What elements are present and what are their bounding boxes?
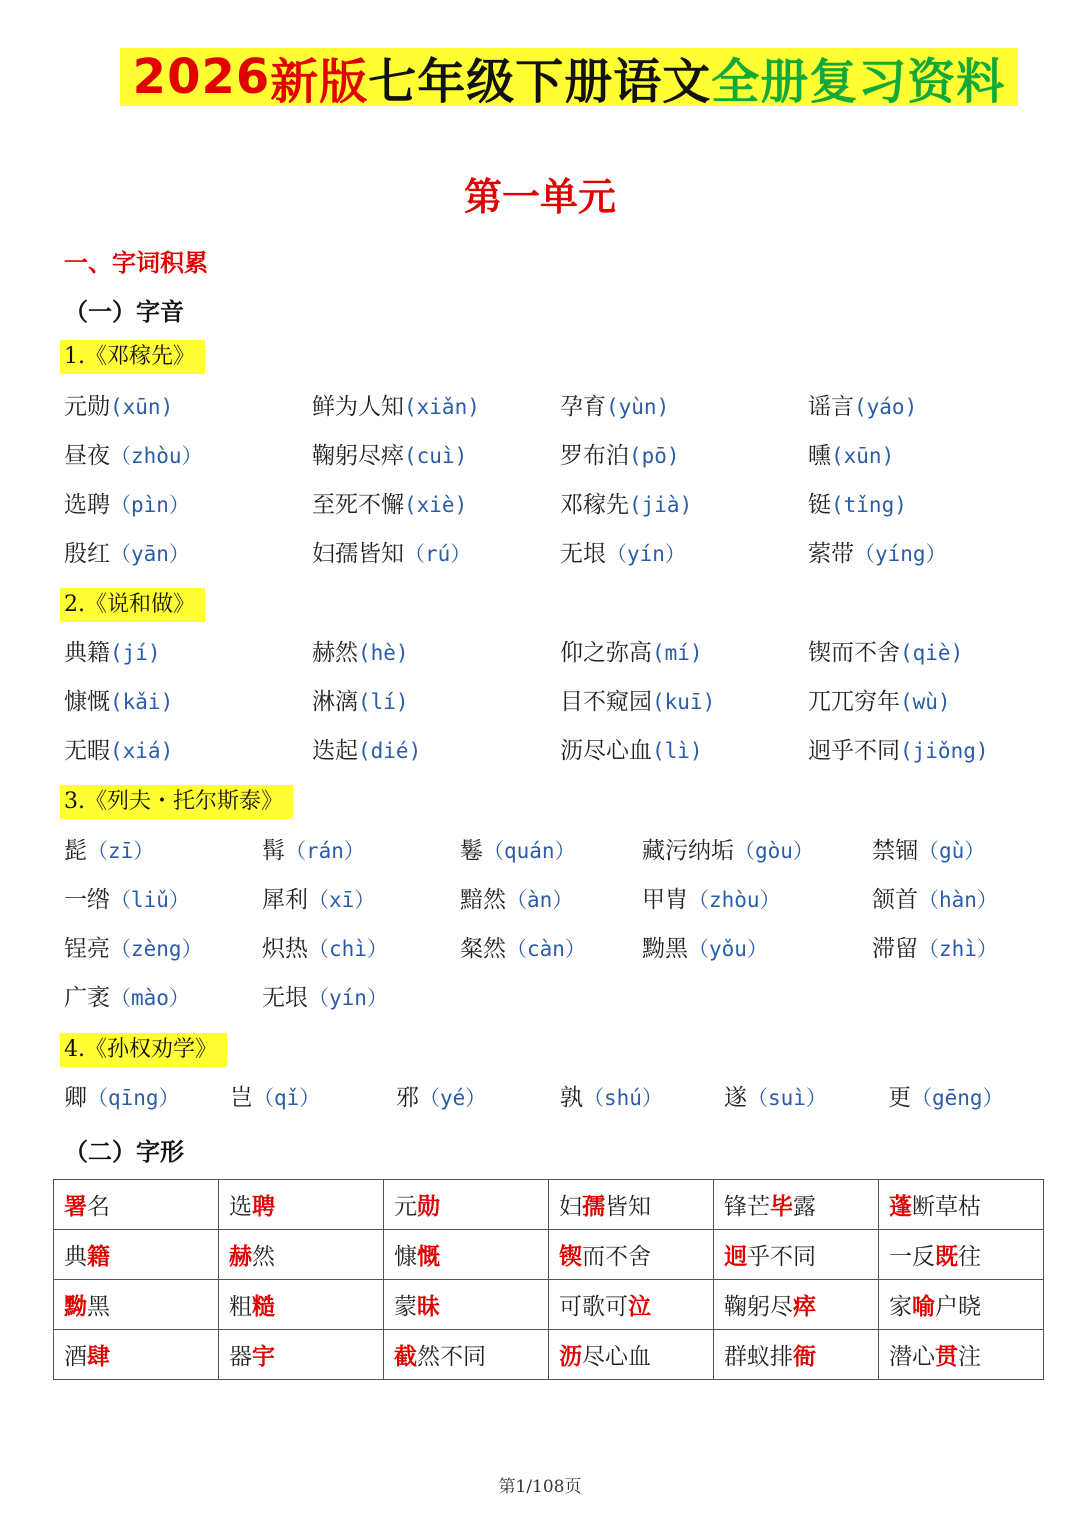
pronunciation-entry: 妇孺皆知（rú）: [312, 541, 472, 567]
pronunciation-entry: 铤(tǐng): [808, 492, 907, 518]
pronunciation-entry: 鬈（quán）: [460, 838, 576, 864]
table-row: [54, 1230, 1044, 1280]
pronunciation-entry: 鲜为人知(xiǎn): [312, 394, 480, 420]
pronunciation-entry: 无垠（yín）: [560, 541, 686, 567]
pronunciation-entry: 炽热（chì）: [262, 936, 388, 962]
table-cell: 截然不同: [384, 1330, 549, 1380]
table-cell: 沥尽心血: [549, 1330, 714, 1380]
document-title: [120, 48, 1018, 110]
table-cell: 迥乎不同: [714, 1230, 879, 1280]
table-cell: 群蚁排衙: [714, 1330, 879, 1380]
pronunciation-entry: 孕育(yùn): [560, 394, 670, 420]
table-row: [54, 1280, 1044, 1330]
subheading-pronunciation: （一）字音: [64, 297, 184, 326]
table-cell: 锲而不舍: [549, 1230, 714, 1280]
table-row: [54, 1180, 1044, 1230]
pronunciation-entry: 迭起(dié): [312, 738, 422, 764]
pronunciation-entry: 髯（rán）: [262, 838, 365, 864]
pronunciation-entry: 至死不懈(xiè): [312, 492, 468, 518]
pronunciation-entry: 仰之弥高(mí): [560, 640, 703, 666]
pronunciation-entry: 遂（suì）: [724, 1085, 827, 1111]
table-cell: 一反既往: [879, 1230, 1044, 1280]
table-cell: 元勋: [384, 1180, 549, 1230]
pronunciation-entry: 萦带（yíng）: [808, 541, 947, 567]
pronunciation-entry: 滞留（zhì）: [872, 936, 998, 962]
section-heading-vocabulary: 一、字词积累: [64, 248, 208, 277]
table-cell: 典籍: [54, 1230, 219, 1280]
title-review: 全册复习资料: [711, 53, 1006, 110]
table-cell: 粗糙: [219, 1280, 384, 1330]
pronunciation-entry: 一绺（liǔ）: [64, 887, 190, 913]
pronunciation-entry: 颔首（hàn）: [872, 887, 998, 913]
pronunciation-entry: 甲胄（zhòu）: [642, 887, 781, 913]
pronunciation-entry: 邪（yé）: [396, 1085, 487, 1111]
pronunciation-entry: 黝黑（yǒu）: [642, 936, 768, 962]
pronunciation-entry: 兀兀穷年(wù): [808, 689, 951, 715]
pronunciation-entry: 粲然（càn）: [460, 936, 586, 962]
pronunciation-entry: 选聘（pìn）: [64, 492, 190, 518]
pronunciation-entry: 曛(xūn): [808, 443, 895, 469]
pronunciation-entry: 目不窥园(kuī): [560, 689, 716, 715]
pronunciation-entry: 卿（qīng）: [64, 1085, 180, 1111]
pronunciation-entry: 锲而不舍(qiè): [808, 640, 964, 666]
table-cell: 家喻户晓: [879, 1280, 1044, 1330]
title-new: 新版: [270, 53, 369, 110]
table-cell: 器宇: [219, 1330, 384, 1380]
pronunciation-entry: 岂（qǐ）: [230, 1085, 321, 1111]
pronunciation-entry: 迥乎不同(jiǒng): [808, 738, 989, 764]
pronunciation-entry: 慷慨(kǎi): [64, 689, 174, 715]
table-cell: 选聘: [219, 1180, 384, 1230]
table-cell: 蒙昧: [384, 1280, 549, 1330]
table-cell: 蓬断草枯: [879, 1180, 1044, 1230]
pronunciation-entry: 黯然（àn）: [460, 887, 574, 913]
table-cell: 黝黑: [54, 1280, 219, 1330]
pronunciation-entry: 罗布泊(pō): [560, 443, 680, 469]
pronunciation-entry: 锃亮（zèng）: [64, 936, 203, 962]
lesson-heading-4: 4.《孙权劝学》: [60, 1033, 227, 1067]
pronunciation-entry: 犀利（xī）: [262, 887, 376, 913]
pronunciation-entry: 髭（zī）: [64, 838, 155, 864]
pronunciation-entry: 鞠躬尽瘁(cuì): [312, 443, 468, 469]
table-cell: 慷慨: [384, 1230, 549, 1280]
pronunciation-entry: 无暇(xiá): [64, 738, 174, 764]
pronunciation-entry: 赫然(hè): [312, 640, 409, 666]
pronunciation-entry: 典籍(jí): [64, 640, 161, 666]
pronunciation-entry: 孰（shú）: [560, 1085, 663, 1111]
pronunciation-entry: 谣言(yáo): [808, 394, 918, 420]
pronunciation-entry: 更（gēng）: [888, 1085, 1004, 1111]
title-grade: 七年级下册语文: [368, 53, 712, 110]
lesson-heading-1: 1.《邓稼先》: [60, 340, 205, 374]
table-cell: 署名: [54, 1180, 219, 1230]
unit-title: 第一单元: [463, 174, 616, 219]
table-row: [54, 1330, 1044, 1380]
table-cell: 妇孺皆知: [549, 1180, 714, 1230]
pronunciation-entry: 邓稼先(jià): [560, 492, 693, 518]
pronunciation-entry: 无垠（yín）: [262, 985, 388, 1011]
table-cell: 可歌可泣: [549, 1280, 714, 1330]
pronunciation-entry: 昼夜（zhòu）: [64, 443, 203, 469]
page-number: 第1/108页: [498, 1477, 582, 1497]
table-cell: 赫然: [219, 1230, 384, 1280]
subheading-character-form: （二）字形: [64, 1137, 184, 1166]
pronunciation-entry: 淋漓(lí): [312, 689, 409, 715]
lesson-heading-2: 2.《说和做》: [60, 588, 205, 622]
lesson-heading-3: 3.《列夫・托尔斯泰》: [60, 785, 293, 819]
pronunciation-entry: 禁锢（gù）: [872, 838, 986, 864]
table-cell: 潜心贯注: [879, 1330, 1044, 1380]
pronunciation-entry: 殷红（yān）: [64, 541, 190, 567]
table-cell: 鞠躬尽瘁: [714, 1280, 879, 1330]
title-year: 2026: [132, 49, 271, 105]
pronunciation-entry: 元勋(xūn): [64, 394, 174, 420]
pronunciation-entry: 藏污纳垢（gòu）: [642, 838, 814, 864]
pronunciation-entry: 沥尽心血(lì): [560, 738, 703, 764]
table-cell: 酒肆: [54, 1330, 219, 1380]
table-cell: 锋芒毕露: [714, 1180, 879, 1230]
pronunciation-entry: 广袤（mào）: [64, 985, 190, 1011]
character-form-table: [53, 1179, 1044, 1380]
